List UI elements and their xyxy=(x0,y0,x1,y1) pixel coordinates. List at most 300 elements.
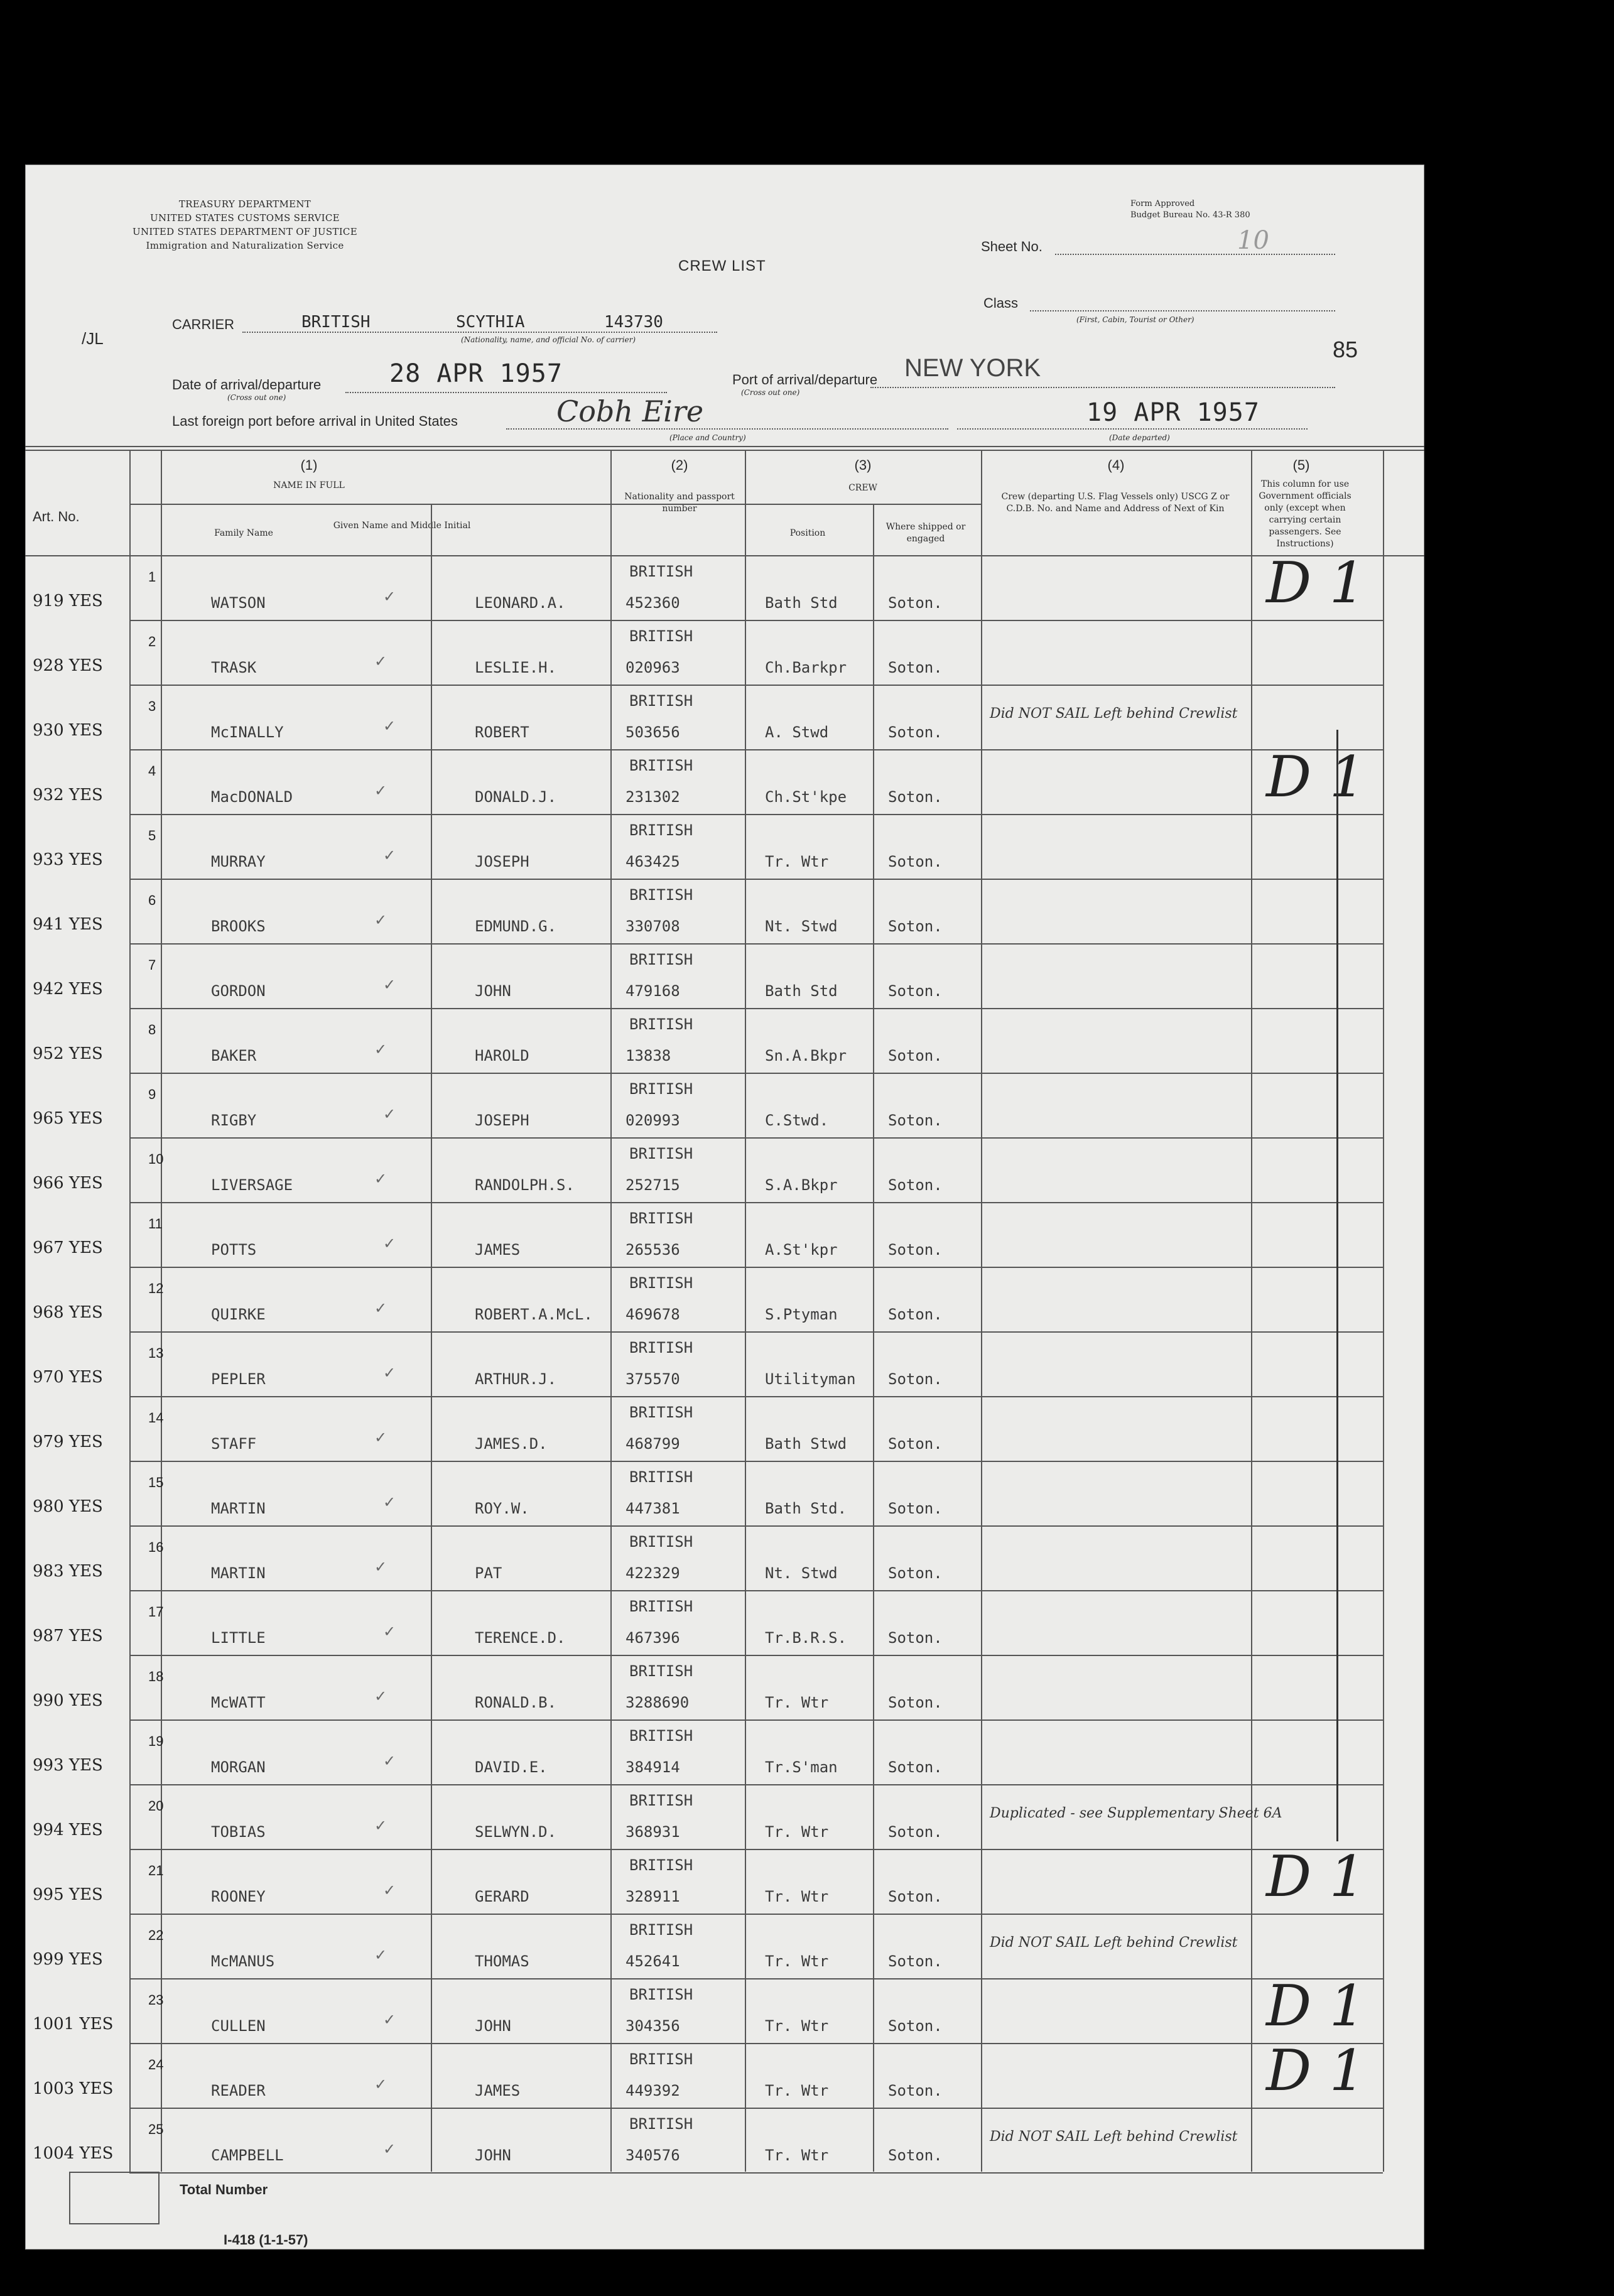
position: Bath Std. xyxy=(765,1500,847,1517)
last-port-line xyxy=(506,428,948,430)
position: Bath Std xyxy=(765,982,838,1000)
row-divider xyxy=(129,1461,1383,1462)
given-name: JOSEPH xyxy=(475,853,529,870)
col2-number: (2) xyxy=(671,457,688,473)
row-number: 1 xyxy=(148,569,156,585)
where-shipped: Soton. xyxy=(888,982,943,1000)
row-number: 12 xyxy=(148,1281,164,1296)
row-divider xyxy=(129,1655,1383,1656)
given-name: LESLIE.H. xyxy=(475,659,557,676)
row-number: 13 xyxy=(148,1345,164,1361)
row-divider xyxy=(129,2108,1383,2109)
dept-line: TREASURY DEPARTMENT xyxy=(178,198,311,210)
check-mark-icon: ✓ xyxy=(383,1752,396,1770)
row-number: 22 xyxy=(148,1927,164,1943)
dept-line: Immigration and Naturalization Service xyxy=(146,240,344,251)
where-shipped: Soton. xyxy=(888,1629,943,1647)
position: Tr.S'man xyxy=(765,1758,838,1776)
date-departed-stamp: 19 APR 1957 xyxy=(1086,398,1260,427)
art-number: 930 YES xyxy=(33,721,103,740)
check-mark-icon: ✓ xyxy=(374,1687,387,1705)
port-value: NEW YORK xyxy=(904,354,1041,382)
position: A.St'kpr xyxy=(765,1241,838,1259)
check-mark-icon: ✓ xyxy=(374,653,387,670)
given-name: PAT xyxy=(475,1564,502,1582)
check-mark-icon: ✓ xyxy=(374,1299,387,1317)
row-number: 11 xyxy=(148,1216,163,1232)
nationality: BRITISH xyxy=(629,1533,693,1551)
passport-number: 449392 xyxy=(626,2082,680,2099)
check-mark-icon: ✓ xyxy=(383,1882,396,1899)
row-divider xyxy=(129,1331,1383,1333)
check-mark-icon: ✓ xyxy=(374,1170,387,1188)
art-number: 990 YES xyxy=(33,1691,103,1710)
where-shipped: Soton. xyxy=(888,2082,943,2099)
row-divider xyxy=(129,749,1383,750)
position: Ch.Barkpr xyxy=(765,659,847,676)
department-header xyxy=(82,197,408,252)
col1-given-header: Given Name and Middle Initial xyxy=(333,521,471,531)
passport-number: 3288690 xyxy=(626,1694,690,1711)
family-name: READER xyxy=(211,2082,266,2099)
row-number: 17 xyxy=(148,1604,164,1620)
nationality: BRITISH xyxy=(629,563,693,580)
kin-note: Did NOT SAIL Left behind Crewlist xyxy=(990,1935,1238,1951)
where-shipped: Soton. xyxy=(888,1694,943,1711)
nationality: BRITISH xyxy=(629,757,693,774)
official-mark: D 1 xyxy=(1266,1844,1366,1910)
art-number: 928 YES xyxy=(33,656,103,675)
art-number: 995 YES xyxy=(33,1885,103,1904)
where-shipped: Soton. xyxy=(888,659,943,676)
where-shipped: Soton. xyxy=(888,1564,943,1582)
art-number: 994 YES xyxy=(33,1821,103,1839)
row-divider xyxy=(129,879,1383,880)
nationality: BRITISH xyxy=(629,1727,693,1745)
nationality: BRITISH xyxy=(629,2115,693,2133)
position: Nt. Stwd xyxy=(765,918,838,935)
passport-number: 469678 xyxy=(626,1306,680,1323)
given-name: JOHN xyxy=(475,2017,511,2035)
last-port-label: Last foreign port before arrival in United States xyxy=(172,413,458,429)
col2-title: Nationality and passport number xyxy=(624,492,735,514)
family-name: McINALLY xyxy=(211,723,284,741)
family-name: McMANUS xyxy=(211,1952,275,1970)
art-number: 1001 YES xyxy=(33,2015,114,2033)
given-name: DONALD.J. xyxy=(475,788,557,806)
col5-title: This column for use Government officials only (except when carrying certain passengers. See Instructions) xyxy=(1259,479,1351,549)
family-name: RIGBY xyxy=(211,1112,257,1129)
position: Ch.St'kpe xyxy=(765,788,847,806)
passport-number: 447381 xyxy=(626,1500,680,1517)
passport-number: 479168 xyxy=(626,982,680,1000)
arrival-note: (Cross out one) xyxy=(227,393,286,402)
row-number: 15 xyxy=(148,1475,164,1490)
family-name: STAFF xyxy=(211,1435,257,1453)
col4-number: (4) xyxy=(1107,457,1125,473)
carrier-label: CARRIER xyxy=(172,317,235,332)
where-shipped: Soton. xyxy=(888,1888,943,1905)
position: Tr. Wtr xyxy=(765,1888,829,1905)
row-number: 21 xyxy=(148,1863,164,1878)
passport-number: 422329 xyxy=(626,1564,680,1582)
col-divider xyxy=(873,504,874,2172)
row-divider xyxy=(129,1073,1383,1074)
row-divider xyxy=(129,814,1383,815)
given-name: JOHN xyxy=(475,982,511,1000)
check-mark-icon: ✓ xyxy=(383,2140,396,2158)
nationality: BRITISH xyxy=(629,886,693,904)
given-name: JAMES xyxy=(475,1241,521,1259)
nationality: BRITISH xyxy=(629,692,693,710)
check-mark-icon: ✓ xyxy=(383,1623,396,1640)
where-shipped: Soton. xyxy=(888,1112,943,1129)
nationality: BRITISH xyxy=(629,1468,693,1486)
nationality: BRITISH xyxy=(629,1404,693,1421)
port-line xyxy=(870,387,1335,388)
nationality: BRITISH xyxy=(629,1274,693,1292)
family-name: POTTS xyxy=(211,1241,257,1259)
check-mark-icon: ✓ xyxy=(383,1493,396,1511)
kin-note: Duplicated - see Supplementary Sheet 6A xyxy=(990,1806,1282,1821)
row-divider xyxy=(129,1525,1383,1527)
table-top-rule xyxy=(25,446,1424,447)
position: Tr. Wtr xyxy=(765,1952,829,1970)
row-number: 14 xyxy=(148,1410,164,1426)
row-divider xyxy=(129,1202,1383,1203)
nationality: BRITISH xyxy=(629,951,693,968)
given-name: ROY.W. xyxy=(475,1500,529,1517)
family-name: GORDON xyxy=(211,982,266,1000)
art-number: 941 YES xyxy=(33,915,103,934)
check-mark-icon: ✓ xyxy=(383,1364,396,1382)
check-mark-icon: ✓ xyxy=(383,976,396,994)
position: S.A.Bkpr xyxy=(765,1176,838,1194)
check-mark-icon: ✓ xyxy=(374,911,387,929)
row-divider xyxy=(129,1978,1383,1979)
row-number: 16 xyxy=(148,1539,164,1555)
nationality: BRITISH xyxy=(629,1598,693,1615)
row-divider xyxy=(129,1914,1383,1915)
art-number: 919 YES xyxy=(33,592,103,610)
art-number: 999 YES xyxy=(33,1950,103,1969)
row-divider xyxy=(129,1784,1383,1785)
form-approved-line: Budget Bureau No. 43-R 380 xyxy=(1130,210,1250,220)
passport-number: 231302 xyxy=(626,788,680,806)
given-name: GERARD xyxy=(475,1888,529,1905)
art-number: 967 YES xyxy=(33,1238,103,1257)
row-divider xyxy=(129,1008,1383,1009)
row-divider xyxy=(129,1719,1383,1721)
art-number: 980 YES xyxy=(33,1497,103,1516)
nationality: BRITISH xyxy=(629,1856,693,1874)
total-number-label: Total Number xyxy=(180,2182,268,2197)
given-name: EDMUND.G. xyxy=(475,918,557,935)
given-name: TERENCE.D. xyxy=(475,1629,566,1647)
position: Tr. Wtr xyxy=(765,1694,829,1711)
official-mark: D 1 xyxy=(1266,550,1366,616)
given-name: JAMES.D. xyxy=(475,1435,548,1453)
where-shipped: Soton. xyxy=(888,853,943,870)
family-name: LITTLE xyxy=(211,1629,266,1647)
art-number: 942 YES xyxy=(33,980,103,999)
passport-number: 368931 xyxy=(626,1823,680,1841)
form-number: I-418 (1-1-57) xyxy=(224,2232,308,2248)
date-departed-note: (Date departed) xyxy=(1109,433,1170,442)
row-number: 8 xyxy=(148,1022,156,1037)
official-mark: D 1 xyxy=(1266,1973,1366,2039)
given-name: ROBERT.A.McL. xyxy=(475,1306,593,1323)
given-name: JOSEPH xyxy=(475,1112,529,1129)
family-name: PEPLER xyxy=(211,1370,266,1388)
nationality: BRITISH xyxy=(629,1339,693,1356)
given-name: HAROLD xyxy=(475,1047,529,1064)
art-number: 932 YES xyxy=(33,786,103,804)
col5-number: (5) xyxy=(1292,457,1310,473)
row-divider xyxy=(129,2043,1383,2044)
given-name: RONALD.B. xyxy=(475,1694,557,1711)
row-number: 2 xyxy=(148,634,156,649)
position: Tr. Wtr xyxy=(765,2147,829,2164)
position: Bath Std xyxy=(765,594,838,612)
family-name: BROOKS xyxy=(211,918,266,935)
row-number: 5 xyxy=(148,828,156,843)
nationality: BRITISH xyxy=(629,1015,693,1033)
row-number: 25 xyxy=(148,2121,164,2137)
position: Sn.A.Bkpr xyxy=(765,1047,847,1064)
margin-note: /JL xyxy=(82,329,104,348)
sheet-label: Sheet No. xyxy=(981,239,1043,254)
row-number: 7 xyxy=(148,957,156,973)
position: Bath Stwd xyxy=(765,1435,847,1453)
class-label: Class xyxy=(983,295,1019,311)
official-mark: D 1 xyxy=(1266,744,1366,810)
col4-title: Crew (departing U.S. Flag Vessels only) USCG Z or C.D.B. No. and Name and Address of Next of Kin xyxy=(1001,492,1230,514)
passport-number: 468799 xyxy=(626,1435,680,1453)
nationality: BRITISH xyxy=(629,821,693,839)
given-name: ROBERT xyxy=(475,723,529,741)
passport-number: 452641 xyxy=(626,1952,680,1970)
row-number: 23 xyxy=(148,1992,164,2008)
passport-number: 020993 xyxy=(626,1112,680,1129)
check-mark-icon: ✓ xyxy=(374,1041,387,1058)
date-departed-line xyxy=(957,428,1308,430)
header-subrule xyxy=(129,504,981,505)
official-mark: D 1 xyxy=(1266,2038,1366,2104)
nationality: BRITISH xyxy=(629,1921,693,1939)
passport-number: 252715 xyxy=(626,1176,680,1194)
dept-line: UNITED STATES CUSTOMS SERVICE xyxy=(150,212,340,224)
check-mark-icon: ✓ xyxy=(374,1429,387,1446)
row-divider xyxy=(129,1849,1383,1850)
document-title: CREW LIST xyxy=(678,257,766,274)
row-divider xyxy=(129,685,1383,686)
where-shipped: Soton. xyxy=(888,1952,943,1970)
sheet-line xyxy=(1055,254,1335,255)
check-mark-icon: ✓ xyxy=(383,847,396,864)
where-shipped: Soton. xyxy=(888,2147,943,2164)
dept-line: UNITED STATES DEPARTMENT OF JUSTICE xyxy=(133,226,357,237)
where-shipped: Soton. xyxy=(888,1176,943,1194)
table-top-rule-2 xyxy=(25,450,1424,451)
nationality: BRITISH xyxy=(629,1986,693,2003)
passport-number: 13838 xyxy=(626,1047,671,1064)
check-mark-icon: ✓ xyxy=(383,1235,396,1252)
given-name: RANDOLPH.S. xyxy=(475,1176,575,1194)
family-name: ROONEY xyxy=(211,1888,266,1905)
row-divider xyxy=(129,1267,1383,1268)
nationality: BRITISH xyxy=(629,1145,693,1162)
row-number: 6 xyxy=(148,892,156,908)
family-name: MacDONALD xyxy=(211,788,293,806)
art-number: 965 YES xyxy=(33,1109,103,1128)
family-name: LIVERSAGE xyxy=(211,1176,293,1194)
form-approved xyxy=(1130,198,1250,221)
col-divider xyxy=(1383,450,1384,2172)
given-name: ARTHUR.J. xyxy=(475,1370,557,1388)
check-mark-icon: ✓ xyxy=(383,717,396,735)
check-mark-icon: ✓ xyxy=(383,2011,396,2028)
nationality: BRITISH xyxy=(629,627,693,645)
where-shipped: Soton. xyxy=(888,1823,943,1841)
page-number: 85 xyxy=(1333,337,1358,362)
position: Tr. Wtr xyxy=(765,2082,829,2099)
row-number: 18 xyxy=(148,1669,164,1684)
kin-note: Did NOT SAIL Left behind Crewlist xyxy=(990,2129,1238,2145)
given-name: THOMAS xyxy=(475,1952,529,1970)
passport-number: 330708 xyxy=(626,918,680,935)
nationality: BRITISH xyxy=(629,1080,693,1098)
family-name: McWATT xyxy=(211,1694,266,1711)
row-divider xyxy=(129,943,1383,945)
position: S.Ptyman xyxy=(765,1306,838,1323)
row-number: 10 xyxy=(148,1151,164,1167)
given-name: JOHN xyxy=(475,2147,511,2164)
where-shipped: Soton. xyxy=(888,1370,943,1388)
family-name: WATSON xyxy=(211,594,266,612)
passport-number: 452360 xyxy=(626,594,680,612)
art-number: 966 YES xyxy=(33,1174,103,1193)
header-bottom-rule xyxy=(25,555,1424,556)
form-approved-line: Form Approved xyxy=(1130,199,1195,208)
col1-number: (1) xyxy=(300,457,318,473)
where-shipped: Soton. xyxy=(888,1306,943,1323)
arrival-date-stamp: 28 APR 1957 xyxy=(389,359,563,388)
total-number-box xyxy=(69,2172,160,2224)
where-shipped: Soton. xyxy=(888,1500,943,1517)
row-number: 9 xyxy=(148,1086,156,1102)
family-name: TOBIAS xyxy=(211,1823,266,1841)
given-name: DAVID.E. xyxy=(475,1758,548,1776)
col3-position-header: Position xyxy=(789,528,826,538)
art-number: 983 YES xyxy=(33,1562,103,1581)
art-number: 979 YES xyxy=(33,1432,103,1451)
check-mark-icon: ✓ xyxy=(383,588,396,605)
where-shipped: Soton. xyxy=(888,1758,943,1776)
row-number: 3 xyxy=(148,698,156,714)
nationality: BRITISH xyxy=(629,1210,693,1227)
art-number: 968 YES xyxy=(33,1303,103,1322)
col3-where-header: Where shipped or engaged xyxy=(886,522,966,544)
art-number: 993 YES xyxy=(33,1756,103,1775)
art-number: 1003 YES xyxy=(33,2079,114,2098)
passport-number: 503656 xyxy=(626,723,680,741)
where-shipped: Soton. xyxy=(888,1435,943,1453)
family-name: CAMPBELL xyxy=(211,2147,284,2164)
where-shipped: Soton. xyxy=(888,1047,943,1064)
passport-number: 384914 xyxy=(626,1758,680,1776)
row-divider xyxy=(129,620,1383,621)
col3-title: CREW xyxy=(848,483,877,493)
row-number: 4 xyxy=(148,763,156,779)
position: Utilityman xyxy=(765,1370,856,1388)
family-name: MURRAY xyxy=(211,853,266,870)
port-note: (Cross out one) xyxy=(741,388,800,397)
col3-number: (3) xyxy=(854,457,872,473)
family-name: QUIRKE xyxy=(211,1306,266,1323)
carrier-note: (Nationality, name, and official No. of carrier) xyxy=(461,335,636,344)
col1-family-header: Family Name xyxy=(214,528,273,538)
position: Tr. Wtr xyxy=(765,1823,829,1841)
position: A. Stwd xyxy=(765,723,829,741)
where-shipped: Soton. xyxy=(888,594,943,612)
family-name: TRASK xyxy=(211,659,257,676)
passport-number: 020963 xyxy=(626,659,680,676)
class-line xyxy=(1030,310,1335,311)
art-number: 933 YES xyxy=(33,850,103,869)
art-number: 987 YES xyxy=(33,1627,103,1645)
family-name: MARTIN xyxy=(211,1564,266,1582)
nationality: BRITISH xyxy=(629,1792,693,1809)
given-name: JAMES xyxy=(475,2082,521,2099)
family-name: BAKER xyxy=(211,1047,257,1064)
check-mark-icon: ✓ xyxy=(383,1105,396,1123)
art-number: 970 YES xyxy=(33,1368,103,1387)
arrival-line xyxy=(345,392,667,393)
passport-number: 340576 xyxy=(626,2147,680,2164)
check-mark-icon: ✓ xyxy=(374,1946,387,1964)
crew-list-document xyxy=(25,165,1424,2250)
row-number: 24 xyxy=(148,2057,164,2072)
last-port-value: Cobh Eire xyxy=(556,394,704,428)
art-number: 952 YES xyxy=(33,1044,103,1063)
row-divider xyxy=(129,2172,1383,2174)
bracket-line xyxy=(1336,730,1338,1841)
position: Nt. Stwd xyxy=(765,1564,838,1582)
row-number: 20 xyxy=(148,1798,164,1814)
passport-number: 467396 xyxy=(626,1629,680,1647)
where-shipped: Soton. xyxy=(888,1241,943,1259)
given-name: LEONARD.A. xyxy=(475,594,566,612)
passport-number: 328911 xyxy=(626,1888,680,1905)
position: Tr.B.R.S. xyxy=(765,1629,847,1647)
passport-number: 304356 xyxy=(626,2017,680,2035)
position: C.Stwd. xyxy=(765,1112,829,1129)
carrier-line xyxy=(242,332,717,333)
port-label: Port of arrival/departure xyxy=(732,372,878,387)
position: Tr. Wtr xyxy=(765,853,829,870)
nationality: BRITISH xyxy=(629,2050,693,2068)
position: Tr. Wtr xyxy=(765,2017,829,2035)
col-divider xyxy=(431,504,432,2172)
given-name: SELWYN.D. xyxy=(475,1823,557,1841)
passport-number: 265536 xyxy=(626,1241,680,1259)
carrier-name: SCYTHIA xyxy=(456,313,525,332)
check-mark-icon: ✓ xyxy=(374,1817,387,1834)
where-shipped: Soton. xyxy=(888,788,943,806)
art-number: 1004 YES xyxy=(33,2144,114,2163)
place-note: (Place and Country) xyxy=(669,433,746,442)
